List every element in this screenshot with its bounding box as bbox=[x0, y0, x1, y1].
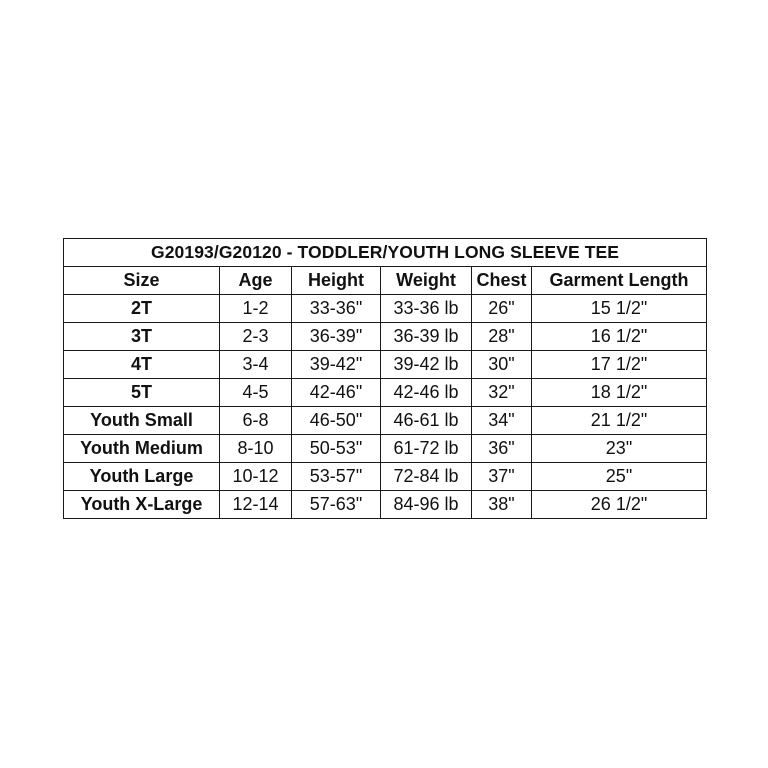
header-height: Height bbox=[292, 267, 381, 295]
height-cell: 36-39" bbox=[292, 323, 381, 351]
weight-cell: 33-36 lb bbox=[381, 295, 472, 323]
chest-cell: 28" bbox=[472, 323, 532, 351]
header-weight: Weight bbox=[381, 267, 472, 295]
age-cell: 2-3 bbox=[220, 323, 292, 351]
size-cell: Youth Small bbox=[64, 407, 220, 435]
title-row bbox=[64, 239, 707, 267]
garment-length-cell: 26 1/2" bbox=[532, 491, 707, 519]
weight-cell: 61-72 lb bbox=[381, 435, 472, 463]
weight-cell: 36-39 lb bbox=[381, 323, 472, 351]
age-cell: 10-12 bbox=[220, 463, 292, 491]
chest-cell: 36" bbox=[472, 435, 532, 463]
header-garment-length: Garment Length bbox=[532, 267, 707, 295]
height-cell: 50-53" bbox=[292, 435, 381, 463]
height-cell: 33-36" bbox=[292, 295, 381, 323]
chest-cell: 32" bbox=[472, 379, 532, 407]
header-row bbox=[64, 267, 707, 295]
age-cell: 1-2 bbox=[220, 295, 292, 323]
age-cell: 4-5 bbox=[220, 379, 292, 407]
garment-length-cell: 17 1/2" bbox=[532, 351, 707, 379]
table-row bbox=[64, 435, 707, 463]
size-cell: 5T bbox=[64, 379, 220, 407]
size-cell: 3T bbox=[64, 323, 220, 351]
size-cell: Youth Medium bbox=[64, 435, 220, 463]
table-row bbox=[64, 295, 707, 323]
garment-length-cell: 15 1/2" bbox=[532, 295, 707, 323]
garment-length-cell: 18 1/2" bbox=[532, 379, 707, 407]
age-cell: 8-10 bbox=[220, 435, 292, 463]
weight-cell: 42-46 lb bbox=[381, 379, 472, 407]
chest-cell: 34" bbox=[472, 407, 532, 435]
table-row bbox=[64, 323, 707, 351]
header-age: Age bbox=[220, 267, 292, 295]
size-cell: 4T bbox=[64, 351, 220, 379]
height-cell: 39-42" bbox=[292, 351, 381, 379]
garment-length-cell: 16 1/2" bbox=[532, 323, 707, 351]
table-row bbox=[64, 491, 707, 519]
chest-cell: 30" bbox=[472, 351, 532, 379]
table-row bbox=[64, 463, 707, 491]
garment-length-cell: 21 1/2" bbox=[532, 407, 707, 435]
garment-length-cell: 23" bbox=[532, 435, 707, 463]
weight-cell: 72-84 lb bbox=[381, 463, 472, 491]
height-cell: 57-63" bbox=[292, 491, 381, 519]
height-cell: 46-50" bbox=[292, 407, 381, 435]
age-cell: 12-14 bbox=[220, 491, 292, 519]
chest-cell: 26" bbox=[472, 295, 532, 323]
height-cell: 53-57" bbox=[292, 463, 381, 491]
table-row bbox=[64, 351, 707, 379]
header-chest: Chest bbox=[472, 267, 532, 295]
header-size: Size bbox=[64, 267, 220, 295]
height-cell: 42-46" bbox=[292, 379, 381, 407]
age-cell: 6-8 bbox=[220, 407, 292, 435]
age-cell: 3-4 bbox=[220, 351, 292, 379]
size-chart-table bbox=[63, 238, 707, 519]
table-row bbox=[64, 379, 707, 407]
chart-title: G20193/G20120 - TODDLER/YOUTH LONG SLEEVE TEE bbox=[64, 239, 707, 267]
size-cell: Youth X-Large bbox=[64, 491, 220, 519]
weight-cell: 84-96 lb bbox=[381, 491, 472, 519]
chest-cell: 38" bbox=[472, 491, 532, 519]
size-cell: Youth Large bbox=[64, 463, 220, 491]
weight-cell: 39-42 lb bbox=[381, 351, 472, 379]
size-cell: 2T bbox=[64, 295, 220, 323]
chest-cell: 37" bbox=[472, 463, 532, 491]
garment-length-cell: 25" bbox=[532, 463, 707, 491]
weight-cell: 46-61 lb bbox=[381, 407, 472, 435]
table-row bbox=[64, 407, 707, 435]
